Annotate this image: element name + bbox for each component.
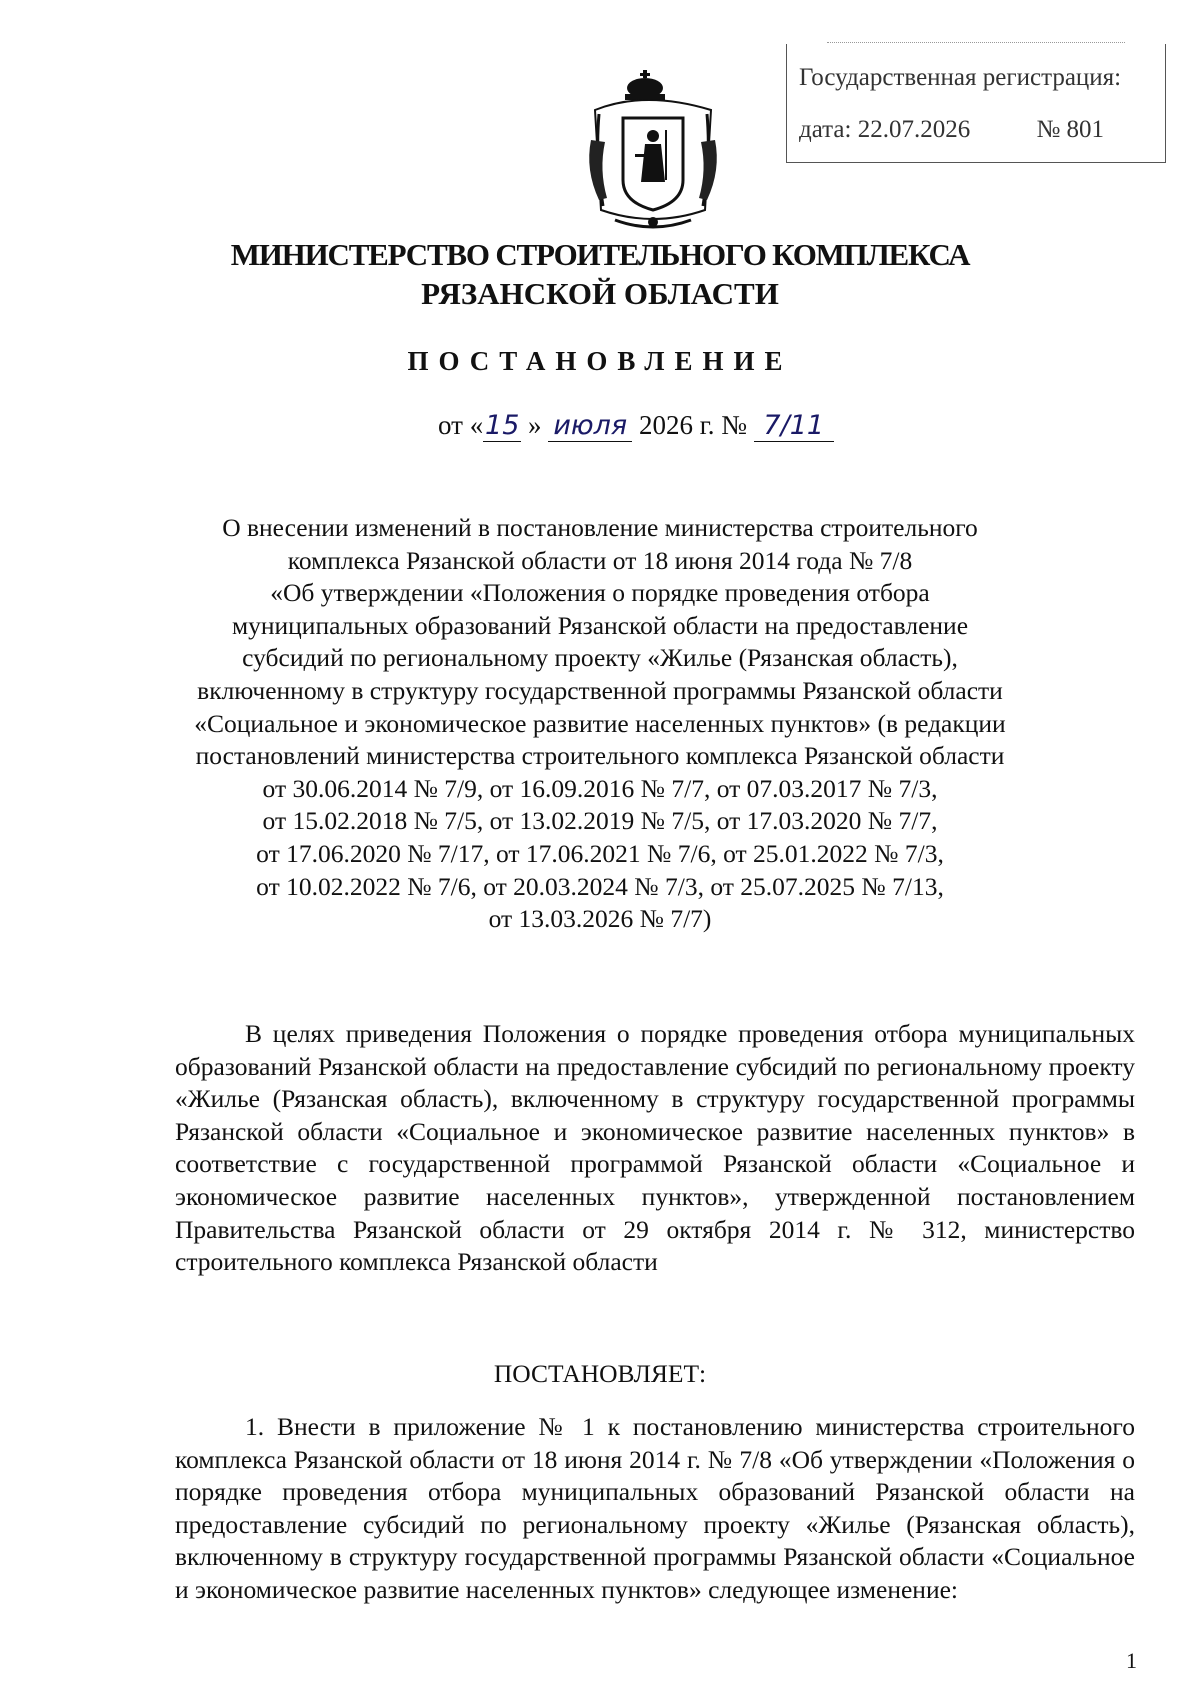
decree-type-heading: ПОСТАНОВЛЕНИЕ xyxy=(407,346,793,376)
subject-line: от 30.06.2014 № 7/9, от 16.09.2016 № 7/7, от 07.03.2017 № 7/3, xyxy=(262,773,938,803)
registration-title: Государственная регистрация: xyxy=(799,64,1122,91)
subject-line: от 15.02.2018 № 7/5, от 13.02.2019 № 7/5, от 17.03.2020 № 7/7, xyxy=(262,806,938,836)
stamp-top-border xyxy=(827,42,1125,49)
decree-date-line xyxy=(438,410,834,442)
date-prefix: от « xyxy=(438,410,484,440)
subject-line: от 13.03.2026 № 7/7) xyxy=(488,904,712,934)
decree-subject xyxy=(150,512,1050,936)
handwritten-number: 7/11 xyxy=(754,410,834,442)
ministry-name-line1: МИНИСТЕРСТВО СТРОИТЕЛЬНОГО КОМПЛЕКСА xyxy=(230,237,970,272)
subject-line: от 10.02.2022 № 7/6, от 20.03.2024 № 7/3, от 25.07.2025 № 7/13, xyxy=(256,871,944,901)
registration-details xyxy=(799,116,1104,144)
ryazan-coat-of-arms-icon xyxy=(585,70,721,234)
registration-number: № 801 xyxy=(1036,116,1105,143)
handwritten-month: июля xyxy=(548,410,632,442)
resolves-heading: ПОСТАНОВЛЯЕТ: xyxy=(493,1359,707,1388)
subject-line: «Об утверждении «Положения о порядке проведения отбора xyxy=(270,578,930,608)
subject-line: от 17.06.2020 № 7/17, от 17.06.2021 № 7/6, от 25.01.2022 № 7/3, xyxy=(256,838,944,868)
handwritten-day: 15 xyxy=(485,410,520,441)
subject-line: О внесении изменений в постановление министерства строительного xyxy=(222,513,978,542)
ministry-name-line2: РЯЗАНСКОЙ ОБЛАСТИ xyxy=(421,276,779,311)
preamble-paragraph: В целях приведения Положения о порядке проведения отбора муниципальных образований Рязанской области на предоставление субсидий по региональному проекту «Жилье (Рязанская область), включенному в структуру государственной программы Рязанской области «Социальное и экономическое развитие населенных пунктов» в соответствие с государственной программой Рязанской области «Социальное и экономическое развитие населенных пунктов», утвержденной постановлением Правительства Рязанской области от 29 октября 2014 г. № 312, министерство строительного комплекса Рязанской области xyxy=(175,1019,1135,1277)
registration-stamp xyxy=(786,44,1166,163)
subject-line: постановлений министерства строительного комплекса Рязанской области xyxy=(195,741,1005,771)
subject-line: включенному в структуру государственной программы Рязанской области xyxy=(197,675,1003,705)
page-number: 1 xyxy=(1126,1648,1137,1673)
item-1-paragraph: 1. Внести в приложение № 1 к постановлению министерства строительного комплекса Рязанской области от 18 июня 2014 г. № 7/8 «Об утверждении «Положения о порядке проведения отбора муниципальных образований Рязанской области на предоставление субсидий по региональному проекту «Жилье (Рязанская область), включенному в структуру государственной программы Рязанской области «Социальное и экономическое развитие населенных пунктов» следующее изменение: xyxy=(175,1412,1135,1604)
registration-date: дата: 22.07.2026 xyxy=(799,116,971,143)
subject-line: муниципальных образований Рязанской области на предоставление xyxy=(231,610,969,640)
date-mid: » xyxy=(521,410,549,440)
subject-line: субсидий по региональному проекту «Жилье (Рязанская область), xyxy=(242,643,958,673)
subject-line: комплекса Рязанской области от 18 июня 2014 года № 7/8 xyxy=(287,545,913,575)
subject-line: «Социальное и экономическое развитие населенных пунктов» (в редакции xyxy=(194,708,1006,738)
date-year: 2026 г. № xyxy=(632,410,754,440)
